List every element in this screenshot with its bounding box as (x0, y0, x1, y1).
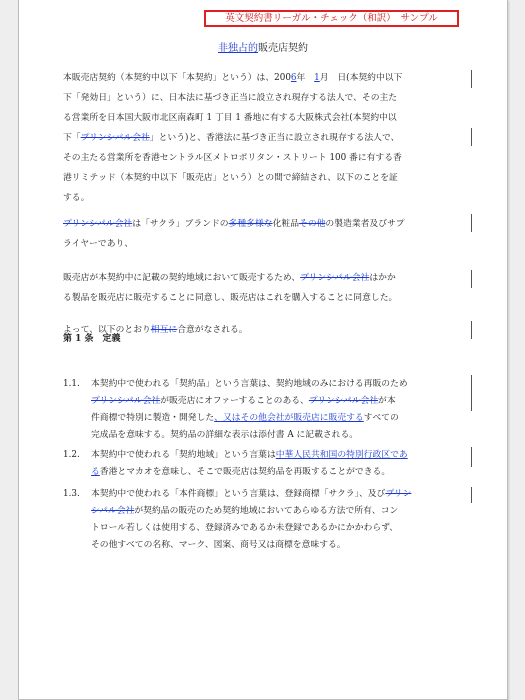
text-line: ライヤーであり、 (63, 239, 134, 249)
text-line: その他すべての名称、マーク、図案、商号又は商標を意味する。 (91, 540, 346, 550)
text-line (91, 486, 475, 503)
article-heading: 第 1 条 定義 (63, 334, 121, 344)
text-run: 本契約中で使われる「契約地域」という言葉は (91, 450, 276, 460)
inserted-text: る (91, 467, 100, 477)
text-line: る営業所を日本国大阪市北区南森町 1 丁目 1 番地に有する大阪株式会社(本契約中以 (63, 113, 397, 123)
deleted-text: プリンシパル会社 (300, 273, 370, 283)
deleted-text: プリンシパル会社 (308, 396, 379, 406)
text-line (63, 128, 477, 148)
section-text (91, 447, 475, 481)
text-line (91, 393, 475, 410)
section-number: 1.3. (63, 489, 80, 499)
intro-paragraph (63, 68, 477, 208)
document-page (18, 0, 508, 700)
text-line: する。 (63, 193, 90, 203)
text-run: 」という)と、香港法に基づき正当に設立され現存する法人で、 (149, 133, 400, 143)
text-line: その主たる営業所を香港セントラル区メトロポリタン・ストリート 100 番に有する香 (63, 153, 402, 163)
text-run: 本販売店契約（本契約中以下「本契約」という）は、200 (63, 73, 291, 83)
text-run: の製造業者及びサプ (325, 219, 405, 229)
text-run: 販売店が本契約中に記載の契約地域において販売するため、 (63, 273, 301, 283)
text-run: 合意がなされる。 (177, 325, 248, 335)
inserted-text: 中華人民共和国の特別行政区であ (275, 450, 408, 460)
text-run: 香港とマカオを意味し、そこで販売店は契約品を再販することができる。 (99, 467, 391, 477)
title-text: 販売店契約 (258, 43, 308, 54)
deleted-text: プリンシパル会社 (91, 396, 161, 406)
text-run: すべての (363, 413, 399, 423)
recital-paragraph (63, 320, 477, 340)
contract-title (19, 42, 507, 56)
section-text (91, 486, 475, 554)
text-run: よって、以下のとおり (63, 325, 151, 335)
deleted-text: 多種多様な (228, 219, 273, 229)
inserted-text: 非独占的 (218, 43, 258, 54)
text-line (63, 68, 477, 88)
text-line (63, 268, 477, 288)
deleted-text: 相互に (150, 325, 178, 335)
text-run: 化粧品 (272, 219, 300, 229)
text-line (91, 464, 475, 481)
text-line: トロール若しくは使用する、登録済みであるか未登録であるかにかかわらず、 (91, 523, 399, 533)
sample-header-label: 英文契約書リーガル・チェック（和訳） サンプル (204, 10, 459, 27)
text-run: 本契約中で使われる「本件商標」という言葉は、登録商標「サクラ」、及び (91, 489, 386, 499)
inserted-text: 1 (314, 73, 320, 83)
deleted-text: シパル会社 (91, 506, 135, 516)
text-run: 下「 (63, 133, 81, 143)
section-number: 1.1. (63, 379, 80, 389)
text-line (63, 214, 477, 234)
text-run: はかか (369, 273, 396, 283)
text-run: 件商標で特別に製造・開発した (91, 413, 215, 423)
text-run: は「サクラ」ブランドの (132, 219, 229, 229)
section-text (91, 376, 475, 444)
text-run: が契約品の販売のため契約地域においてあらゆる方法で所有、コン (134, 506, 399, 516)
text-line (91, 447, 475, 464)
text-line: 完成品を意味する。契約品の詳細な表示は添付書 A に記載される。 (91, 430, 359, 440)
text-line (91, 410, 475, 427)
inserted-text: 、又はその他会社が販売店に販売する (214, 413, 364, 423)
text-line: る製品を販売店に販売することに同意し、販売店はこれを購入することに同意した。 (63, 293, 398, 303)
deleted-text: プリンシパル会社 (80, 133, 150, 143)
text-line: 本契約中で使われる「契約品」という言葉は、契約地域のみにおける再販のため (91, 379, 408, 389)
deleted-text: その他 (299, 219, 326, 229)
text-line (91, 503, 475, 520)
recital-paragraph (63, 214, 477, 254)
section-number: 1.2. (63, 450, 80, 460)
text-line: 港リミテッド（本契約中以下「販売店」という）との間で締結され、以下のことを証 (63, 173, 398, 183)
text-run: 月 日(本契約中以下 (319, 73, 403, 83)
text-line: 下「発効日」という）に、日本法に基づき正当に設立され現存する法人で、その主た (63, 93, 398, 103)
text-line (63, 320, 477, 340)
text-run: が本 (378, 396, 396, 406)
text-run: が販売店にオファーすることのある、 (160, 396, 309, 406)
text-run: 年 (296, 73, 315, 83)
deleted-text: プリン (385, 489, 412, 499)
inserted-text: 6 (290, 73, 297, 83)
deleted-text: プリンシパル会社 (63, 219, 133, 229)
recital-paragraph (63, 268, 477, 308)
